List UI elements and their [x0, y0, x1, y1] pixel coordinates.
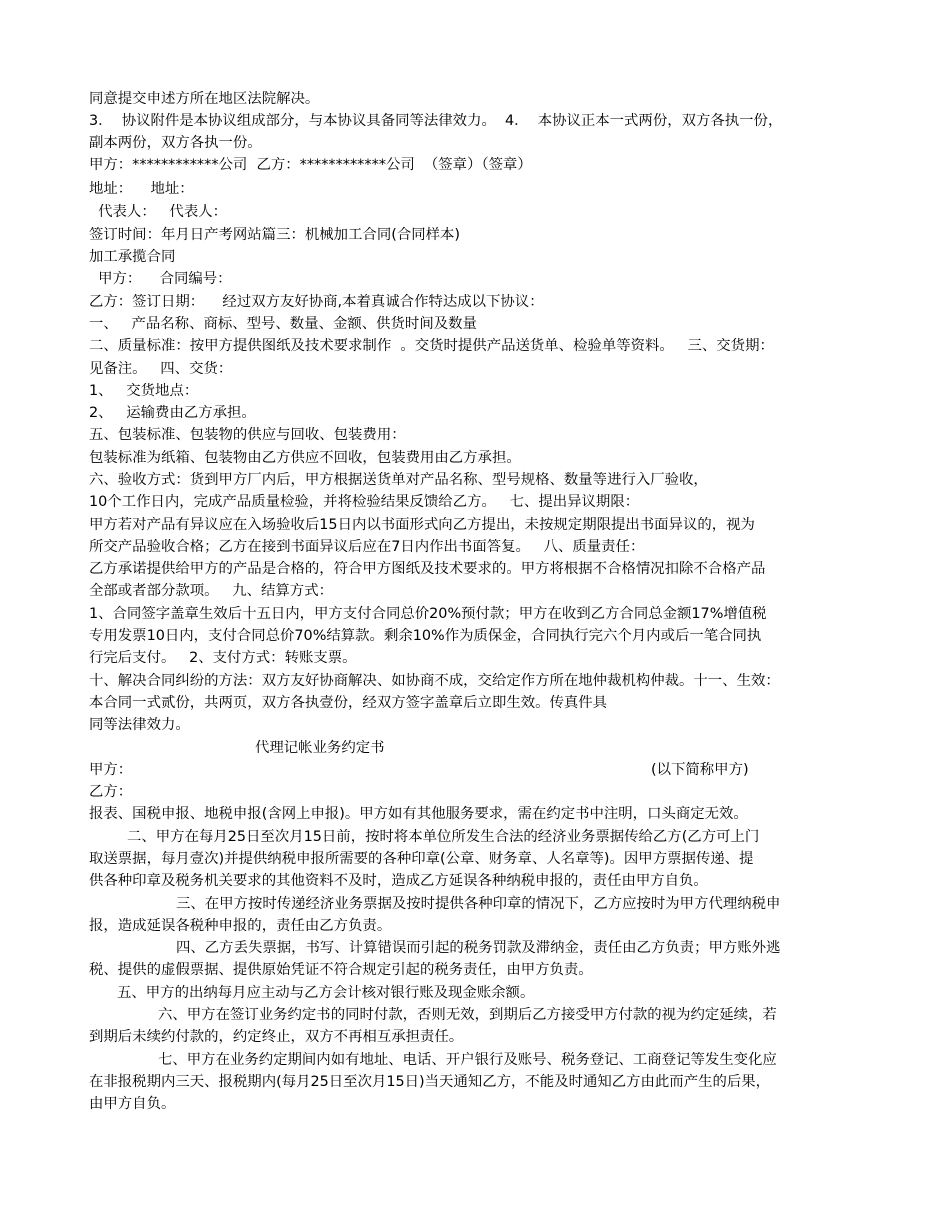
text-line: 取送票据，每月壹次)并提供纳税申报所需要的各种印章(公章、财务章、人名章等)。因甲方票据传递、提 [89, 851, 754, 867]
text-line: 包装标准为纸箱、包装物由乙方供应不回收，包装费用由乙方承担。 [89, 450, 521, 466]
text-line: 五、包装标准、包装物的供应与回收、包装费用： [89, 427, 406, 443]
text-line: 1、 交货地点： [89, 383, 199, 399]
clause-line: 七、甲方在业务约定期间内如有地址、电话、开户银行及账号、税务登记、工商登记等发生变化应 [158, 1052, 777, 1068]
text-line: 全部或者部分款项。 九、结算方式： [89, 583, 333, 599]
text-line: 地址： 地址： [89, 181, 194, 197]
clause-line: 六、甲方在签订业务约定书的同时付款，否则无效，到期后乙方接受甲方付款的视为约定延续，若 [158, 1007, 777, 1023]
text-line: 甲方：************公司 乙方：************公司 （签章）（签章） [89, 157, 532, 173]
text-line: 行完后支付。 2、支付方式：转账支票。 [89, 650, 357, 666]
text-line: 副本两份，双方各执一份。 [89, 135, 262, 151]
doc-heading: 加工承揽合同 [89, 249, 176, 265]
text-line: 同意提交申述方所在地区法院解决。 [89, 91, 320, 107]
text-line: 一、 产品名称、商标、型号、数量、金额、供货时间及数量 [89, 316, 477, 332]
text-line: 十、解决合同纠纷的方法：双方友好协商解决、如协商不成，交给定作方所在地仲裁机构仲裁。十一、生效： [89, 673, 780, 689]
text-line: 1、合同签字盖章生效后十五日内，甲方支付合同总价20%预付款；甲方在收到乙方合同总金额17%增值税 [89, 606, 767, 622]
text-line: 3． 协议附件是本协议组成部分，与本协议具备同等法律效力。 4． 本协议正本一式两份，双方各执一份， [89, 113, 783, 129]
text-line: 二、质量标准：按甲方提供图纸及技术要求制作 。交货时提供产品送货单、检验单等资料。 三、交货期： [89, 338, 774, 354]
text-line: 在非报税期内三天、报税期内(每月25日至次月15日)当天通知乙方，不能及时通知乙方由此而产生的后果， [89, 1074, 771, 1090]
text-line: 本合同一式贰份，共两页，双方各执壹份，经双方签字盖章后立即生效。传真件具 [89, 695, 608, 711]
text-line: 同等法律效力。 [89, 717, 190, 733]
text-line: 专用发票10日内，支付合同总价70%结算款。剩余10%作为质保金，合同执行完六个月内或后一笔合同执 [89, 628, 762, 644]
text-line: 由甲方自负。 [89, 1096, 176, 1112]
text-line: 甲方若对产品有异议应在入场验收后15日内以书面形式向乙方提出，未按规定期限提出书面异议的，视为 [89, 517, 755, 533]
text-line: 2、 运输费由乙方承担。 [89, 405, 256, 421]
text-line: 签订时间：年月日产考网站篇三：机械加工合同(合同样本) [89, 227, 460, 243]
text-line: 代表人： 代表人： [89, 204, 227, 220]
text-line: 六、验收方式：货到甲方厂内后，甲方根据送货单对产品名称、型号规格、数量等进行入厂验收， [89, 472, 708, 488]
text-line: 10个工作日内，完成产品质量检验，并将检验结果反馈给乙方。 七、提出异议期限： [89, 494, 640, 510]
clause-line: 五、甲方的出纳每月应主动与乙方会计核对银行账及现金账余额。 [117, 985, 535, 1001]
text-line: 税、提供的虚假票据、提供原始凭证不符合规定引起的税务责任，由甲方负责。 [89, 962, 593, 978]
clause-line: 三、在甲方按时传递经济业务票据及按时提供各种印章的情况下，乙方应按时为甲方代理纳税申 [176, 896, 781, 912]
doc-title: 代理记帐业务约定书 [255, 740, 385, 756]
text-line: 到期后未续约付款的，约定终止，双方不再相互承担责任。 [89, 1029, 464, 1045]
party-a-note: (以下简称甲方) [651, 762, 749, 778]
text-line: 供各种印章及税务机关要求的其他资料不及时，造成乙方延误各种纳税申报的，责任由甲方自负。 [89, 873, 708, 889]
text-line: 所交产品验收合格；乙方在接到书面异议后应在7日内作出书面答复。 八、质量责任： [89, 539, 645, 555]
party-b-label: 乙方： [89, 784, 133, 800]
clause-line: 四、乙方丢失票据，书写、计算错误而引起的税务罚款及滞纳金，责任由乙方负责；甲方账外逃 [176, 940, 781, 956]
text-line: 甲方： 合同编号： [89, 271, 232, 287]
text-line: 报表、国税申报、地税申报(含网上申报)。甲方如有其他服务要求，需在约定书中注明，口头商定无效。 [89, 806, 748, 822]
text-line: 报，造成延误各税种申报的，责任由乙方负责。 [89, 918, 392, 934]
text-line: 乙方：签订日期： 经过双方友好协商,本着真诚合作特达成以下协议： [89, 294, 544, 310]
text-line: 乙方承诺提供给甲方的产品是合格的，符合甲方图纸及技术要求的。甲方将根据不合格情况扣除不合格产品 [89, 561, 766, 577]
text-line: 见备注。 四、交货： [89, 361, 233, 377]
clause-line: 二、甲方在每月25日至次月15日前，按时将本单位所发生合法的经济业务票据传给乙方(乙方可上门 [127, 829, 760, 845]
party-a-label: 甲方： [89, 762, 133, 778]
